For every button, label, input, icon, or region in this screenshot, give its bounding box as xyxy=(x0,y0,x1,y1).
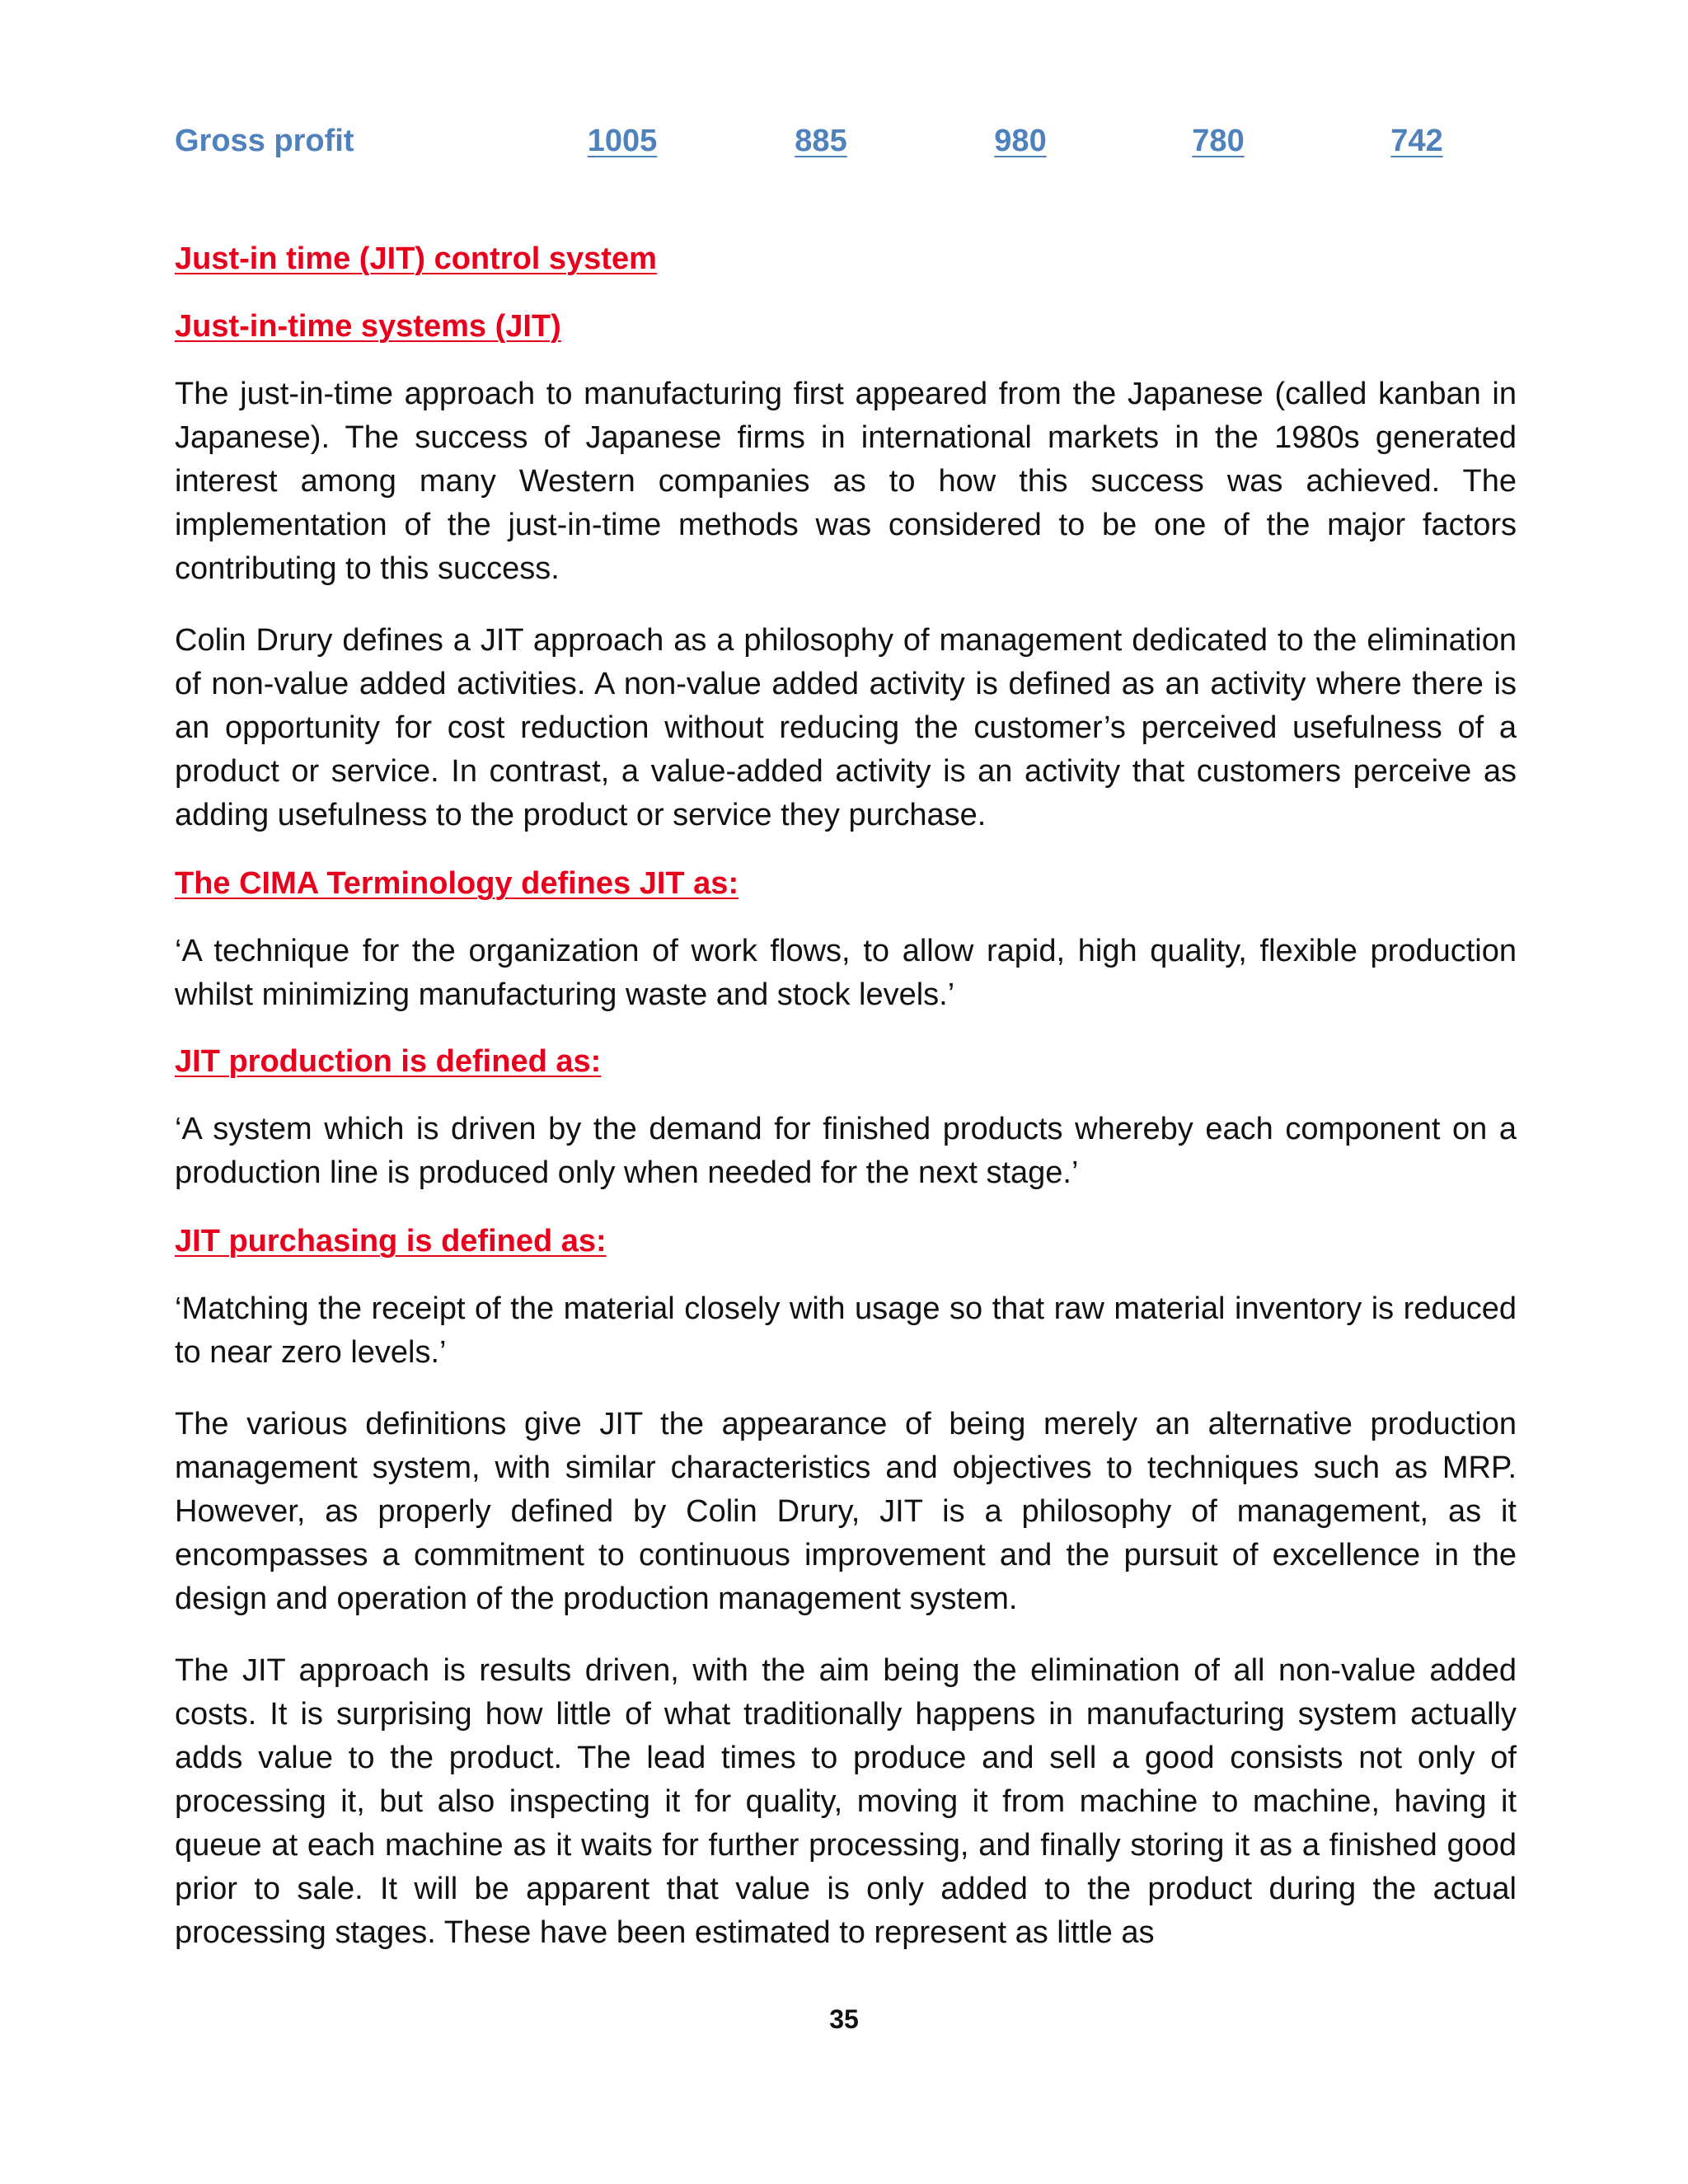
paragraph-definitions-discussion: The various definitions give JIT the appearance of being merely an alternative production management system, with similar characteristics and objectives to techniques such as MRP. However, as properly defined by Colin Drury, JIT is a philosophy of management, as it encompasses a commitment to continuous improvement and the pursuit of excellence in the design and operation of the production management system. xyxy=(175,1407,1517,1616)
gross-profit-value: 780 xyxy=(1192,124,1245,158)
gross-profit-value: 742 xyxy=(1390,124,1443,158)
heading-jit-systems: Just-in-time systems (JIT) xyxy=(175,309,561,344)
gross-profit-label: Gross profit xyxy=(175,124,354,158)
document-page xyxy=(175,124,1517,1955)
paragraph-results-driven: The JIT approach is results driven, with the aim being the elimination of all non-value added costs. It is surprising how little of what traditionally happens in manufacturing system actually adds value to the product. The lead times to produce and sell a good consists not only of processing it, but also inspecting it for quality, moving it from machine to machine, having it queue at each machine as it waits for further processing, and finally storing it as a finished good prior to sale. It will be apparent that value is only added to the product during the actual processing stages. These have been estimated to represent as little as xyxy=(175,1653,1517,1950)
paragraph-jit-production-definition: ‘A system which is driven by the demand for finished products whereby each component on a production line is produced only when needed for the next stage.’ xyxy=(175,1112,1517,1190)
page-number: 35 xyxy=(829,2004,859,2034)
paragraph-intro: The just-in-time approach to manufacturing first appeared from the Japanese (called kanban in Japanese). The success of Japanese firms in international markets in the 1980s generated interest among many Western companies as to how this success was achieved. The implementation of the just-in-time methods was considered to be one of the major factors contributing to this success. xyxy=(175,377,1517,586)
gross-profit-value: 980 xyxy=(994,124,1047,158)
paragraph-jit-purchasing-definition: ‘Matching the receipt of the material closely with usage so that raw material inventory is reduced to near zero levels.’ xyxy=(175,1291,1517,1370)
paragraph-cima-definition: ‘A technique for the organization of work flows, to allow rapid, high quality, flexible production whilst minimizing manufacturing waste and stock levels.’ xyxy=(175,934,1517,1012)
heading-jit-production: JIT production is defined as: xyxy=(175,1044,602,1079)
heading-jit-control-system: Just-in time (JIT) control system xyxy=(175,241,657,276)
gross-profit-value: 1005 xyxy=(587,124,658,158)
paragraph-drury-definition: Colin Drury defines a JIT approach as a philosophy of management dedicated to the elimination of non-value added activities. A non-value added activity is defined as an activity where there is an opportunity for cost reduction without reducing the customer’s perceived usefulness of a product or service. In contrast, a value-added activity is an activity that customers perceive as adding usefulness to the product or service they purchase. xyxy=(175,623,1517,832)
heading-cima-terminology: The CIMA Terminology defines JIT as: xyxy=(175,866,739,901)
gross-profit-value: 885 xyxy=(795,124,847,158)
heading-jit-purchasing: JIT purchasing is defined as: xyxy=(175,1224,607,1258)
gross-profit-row xyxy=(175,124,1517,173)
